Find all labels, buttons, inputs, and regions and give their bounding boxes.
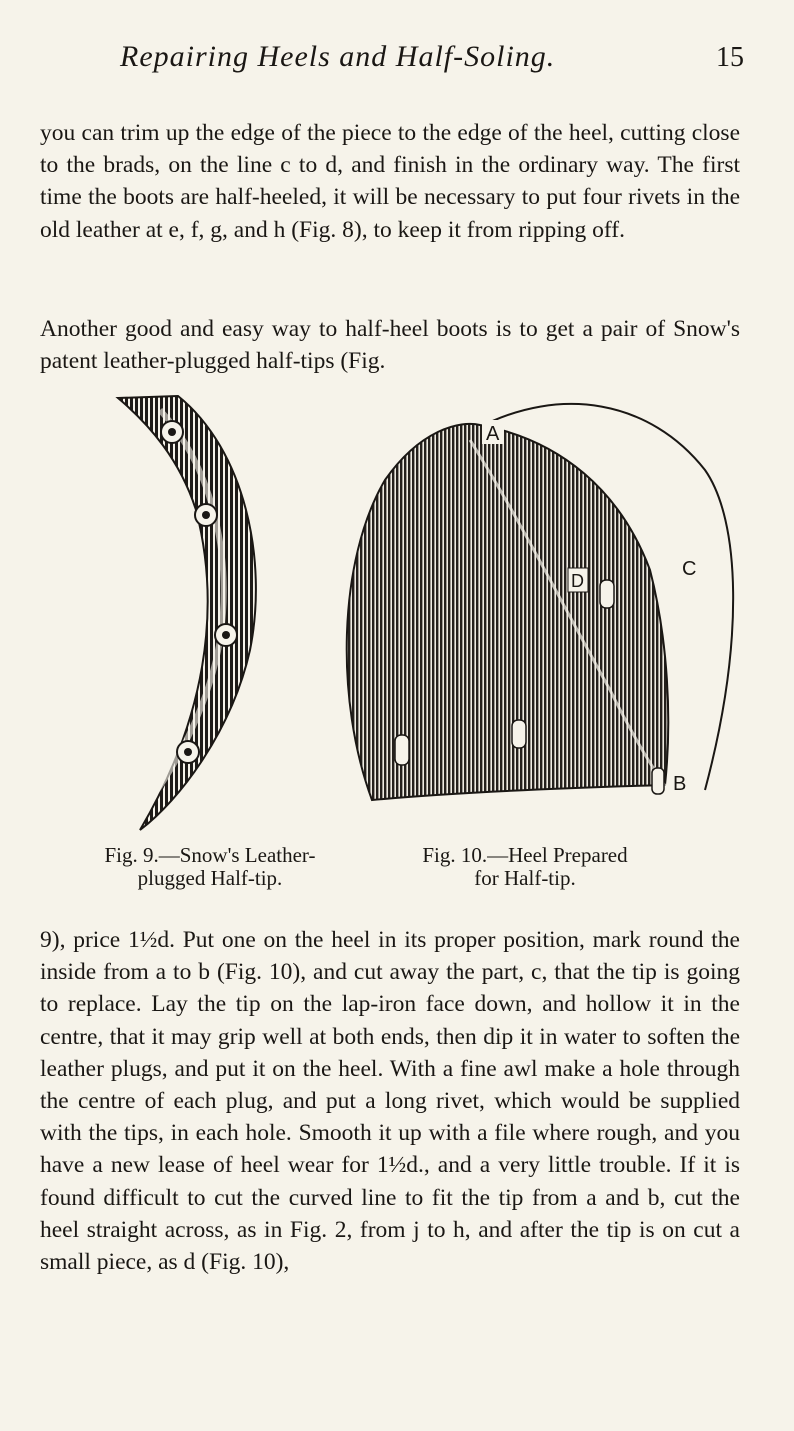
fig10-label-d: D (571, 571, 584, 591)
fig9-caption-line-1: Fig. 9.—Snow's Leather- (104, 843, 316, 867)
fig10-label-b: B (673, 773, 687, 795)
fig10-plug-hole (395, 735, 409, 765)
fig9-leather-plug (195, 504, 217, 526)
fig10-plug-hole (512, 720, 526, 748)
page-header (40, 40, 754, 90)
paragraph-3: 9), price 1½d. Put one on the heel in its proper position, mark round the inside from a to b (Fig. 10), and cut away the part, c, that the tip is going to replace. Lay the tip on the lap-iron face down, and hollow it in the centre, that it may grip well at both ends, then dip it in water to soften the leather plugs, and put it on the heel. With a fine awl make a hole through the centre of each plug, and put a long rivet, which would be supplied with the tips, in each hole. Smooth it up with a file where rough, and you have a new lease of heel wear for 1½d., and a very little trouble. If it is found difficult to cut the curved line to fit the tip from a and b, cut the heel straight across, as in Fig. 2, from j to h, and after the tip is on cut a small piece, as d (Fig. 10), (40, 927, 740, 1276)
fig9-leather-plug (177, 741, 199, 763)
fig10-caption-line-2: for Half-tip. (474, 866, 576, 890)
page-number: 15 (716, 42, 744, 73)
fig10-caption (365, 844, 685, 890)
paragraph-2: Another good and easy way to half-heel boots is to get a pair of Snow's patent leather-plugged half-tips (Fig. (40, 316, 740, 375)
fig9-caption-line-2: plugged Half-tip. (137, 866, 283, 890)
fig10-caption-line-1: Fig. 10.—Heel Prepared (422, 843, 628, 867)
fig10-heel-drawing (347, 404, 733, 800)
fig9-leather-plug (161, 421, 183, 443)
figures-illustration (0, 390, 794, 850)
fig9-half-tip-drawing (118, 396, 256, 830)
running-title: Repairing Heels and Half-Soling. (120, 40, 556, 73)
fig10-label-a: A (486, 423, 500, 445)
fig9-crescent (118, 396, 256, 830)
fig10-plug-hole (600, 580, 614, 608)
fig9-leather-plug (215, 624, 237, 646)
fig10-plug-hole (652, 768, 664, 794)
paragraph-1: you can trim up the edge of the piece to the edge of the heel, cutting close to the brads, on the line c to d, and finish in the ordinary way. The first time the boots are half-heeled, it will be necessary to put four rivets in the old leather at e, f, g, and h (Fig. 8), to keep it from ripping off. (40, 120, 740, 243)
fig10-label-c: C (682, 558, 697, 580)
fig9-caption (60, 844, 360, 890)
